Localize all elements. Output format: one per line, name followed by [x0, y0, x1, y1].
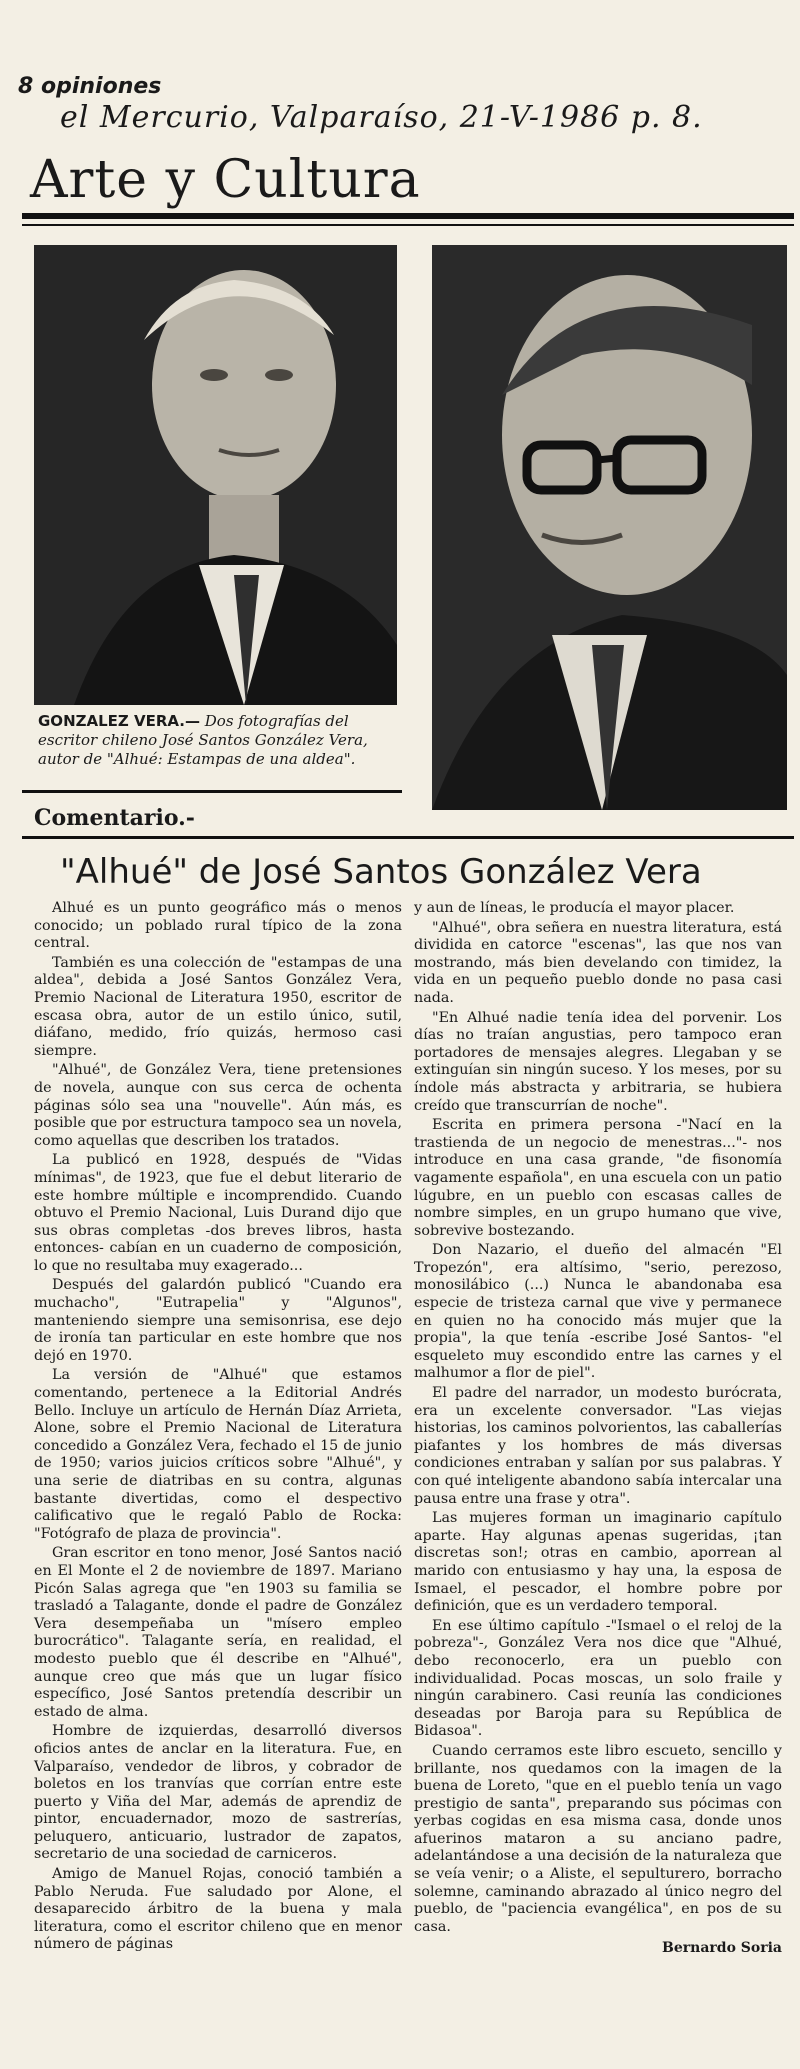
paragraph: Cuando cerramos este libro escueto, sencillo y brillante, nos quedamos con la imagen de la buena de Loreto, "que en el pueblo tenía un vago prestigio de santa", preparando sus pócimas con yerbas cogidas en esa misma casa, donde unos afuerinos mataron a su anciano padre, adelantándose a una decisión de la naturaleza que se veía venir; o a Aliste, el sepulturero, borracho solemne, caminando abrazado al único negro del pueblo, de "paciencia evangélica", en pos de su casa. [414, 1742, 782, 1935]
page-number: 8 [18, 74, 34, 99]
photo-caption [38, 712, 403, 769]
paragraph: "Alhué", obra señera en nuestra literatura, está dividida en catorce "escenas", las que nos van mostrando, más bien develando con timidez, la vida en un pequeño pueblo donde no pasa casi nada. [414, 919, 782, 1006]
headline-rule [22, 836, 794, 839]
paragraph: Don Nazario, el dueño del almacén "El Tropezón", era altísimo, "serio, perezoso, monosilábico (...) Nunca le abandonaba esa especie de tristeza carnal que vive y permanece en quien no ha conocido más mujer que la propia", la que tenía -escribe José Santos- "el esqueleto muy escondido entre las carnes y el malhumor a flor de piel". [414, 1242, 782, 1382]
portrait-photo-icon [432, 245, 787, 810]
portrait-photo-icon [34, 245, 397, 705]
author-signature: Bernardo Soria [662, 1940, 782, 1957]
article-kicker: Comentario.- [34, 805, 195, 831]
section-label [18, 74, 161, 99]
paragraph: En ese último capítulo -"Ismael o el reloj de la pobreza"-, González Vera nos dice que "Alhué, debo reconocerlo, era un pueblo con individualidad. Pocas moscas, un solo fraile y ningún carabinero. Casi reunía las condiciones deseadas por Baroja para su República de Bidasoa". [414, 1617, 782, 1740]
portrait-photo-right [432, 245, 787, 810]
caption-rule [22, 790, 402, 793]
paragraph: Hombre de izquierdas, desarrolló diversos oficios antes de anclar en la literatura. Fue, en Valparaíso, vendedor de libros, y cobrador de boletos en los tranvías que corrían entre este puerto y Viña del Mar, además de aprendiz de pintor, encuadernador, mozo de sastrerías, peluquero, anticuario, lustrador de zapatos, secretario de una sociedad de carniceros. [34, 1723, 402, 1863]
article-column-left [34, 900, 402, 1956]
paragraph: Amigo de Manuel Rojas, conoció también a Pablo Neruda. Fue saludado por Alone, el desaparecido árbitro de la buena y mala literatura, como el escritor chileno que en menor número de páginas [34, 1866, 402, 1953]
paragraph: y aun de líneas, le producía el mayor placer. [414, 900, 735, 916]
article-column-right [414, 900, 782, 1958]
handwritten-source-note: el Mercurio, Valparaíso, 21-V-1986 p. 8. [60, 100, 703, 135]
title-rule-thin [22, 224, 794, 226]
paragraph: El padre del narrador, un modesto burócrata, era un excelente conversador. "Las viejas historias, los caminos polvorientos, las caballerías piafantes y los hombres de más diversas condiciones entraban y salían por sus palabras. Y con qué inteligente abandono sabía intercalar una pausa entre una frase y otra". [414, 1385, 782, 1507]
title-rule-thick [22, 213, 794, 219]
caption-text: Dos fotografías del escritor chileno José Santos González Vera, autor de "Alhué: Estampas de una aldea". [38, 712, 368, 768]
paragraph: Alhué es un punto geográfico más o menos conocido; un poblado rural típico de la zona central. [34, 900, 402, 952]
paragraph: La publicó en 1928, después de "Vidas mínimas", de 1923, que fue el debut literario de este hombre múltiple e incomprendido. Cuando obtuvo el Premio Nacional, Luis Durand dijo que sus obras completas -dos breves libros, hasta entonces- cabían en un cuaderno de composición, lo que no resultaba muy exagerado... [34, 1152, 402, 1274]
paragraph: Escrita en primera persona -"Nací en la trastienda de un negocio de menestras..."- nos introduce en una casa grande, "de fisonomía vagamente española", en una escuela con un patio lúgubre, en un pueblo con escasas calles de nombre simples, en un grupo humano que vive, sobrevive bostezando. [414, 1117, 782, 1239]
paragraph: Las mujeres forman un imaginario capítulo aparte. Hay algunas apenas sugeridas, ¡tan discretas son!; otras en cambio, aporrean al marido con entusiasmo y hay una, la esposa de Ismael, el pescador, el hombre pobre por definición, que es un verdadero temporal. [414, 1510, 782, 1615]
paragraph: También es una colección de "estampas de una aldea", debida a José Santos González Vera, Premio Nacional de Literatura 1950, escritor de escasa obra, autor de un estilo único, sutil, diáfano, medido, frío quizás, hermoso casi siempre. [34, 954, 402, 1059]
caption-lead: GONZALEZ VERA.— [38, 712, 200, 730]
section-name: opiniones [40, 74, 162, 99]
paragraph: La versión de "Alhué" que estamos comentando, pertenece a la Editorial Andrés Bello. Incluye un artículo de Hernán Díaz Arrieta, Alone, sobre el Premio Nacional de Literatura concedido a González Vera, fechado el 15 de junio de 1950; varios juicios críticos sobre "Alhué", y una serie de diatribas en su contra, algunas bastante divertidas, como el despectivo calificativo que le regaló Pablo de Rocka: "Fotógrafo de plaza de provincia". [34, 1367, 402, 1542]
article-headline: "Alhué" de José Santos González Vera [60, 852, 702, 892]
section-title: Arte y Cultura [30, 150, 421, 210]
paragraph: "En Alhué nadie tenía idea del porvenir. Los días no traían angustias, pero tampoco eran portadores de mensajes alegres. Llegaban y se extinguían sin ningún suceso. Y los meses, por su índole más abstracta y arbitraria, se hubiera creído que transcurrían de noche". [414, 1009, 782, 1114]
paragraph: Gran escritor en tono menor, José Santos nació en El Monte el 2 de noviembre de 1897. Mariano Picón Salas agrega que "en 1903 su familia se trasladó a Talagante, donde el padre de González Vera desempeñaba un "mísero empleo burocrático". Talagante sería, en realidad, el modesto pueblo que él describe en "Alhué", aunque creo que más que un lugar físico específico, José Santos pretendía describir un estado de alma. [34, 1545, 402, 1720]
paragraph: Después del galardón publicó "Cuando era muchacho", "Eutrapelia" y "Algunos", manteniendo siempre una semisonrisa, ese dejo de ironía tan particular en este hombre que nos dejó en 1970. [34, 1277, 402, 1364]
paragraph: "Alhué", de González Vera, tiene pretensiones de novela, aunque con sus cerca de ochenta páginas sólo sea una "nouvelle". Aún más, es posible que por estructura tampoco sea un novela, como aquellas que describen los tratados. [34, 1062, 402, 1149]
portrait-photo-left [34, 245, 397, 705]
